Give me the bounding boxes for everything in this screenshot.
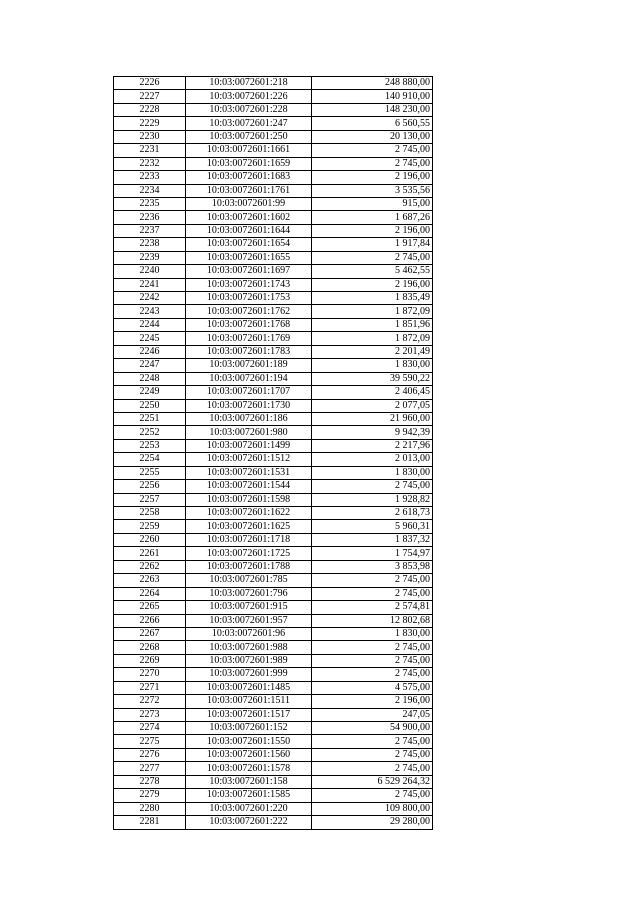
cadastral-number-cell: 10:03:0072601:1725 xyxy=(186,547,312,560)
row-number-cell: 2233 xyxy=(114,171,186,184)
amount-cell: 2 745,00 xyxy=(312,654,433,667)
cadastral-number-cell: 10:03:0072601:1697 xyxy=(186,265,312,278)
cadastral-number-cell: 10:03:0072601:1761 xyxy=(186,184,312,197)
cadastral-number-cell: 10:03:0072601:222 xyxy=(186,816,312,829)
amount-cell: 21 960,00 xyxy=(312,412,433,425)
amount-cell: 3 535,56 xyxy=(312,184,433,197)
table-row xyxy=(114,695,433,708)
amount-cell: 2 745,00 xyxy=(312,480,433,493)
row-number-cell: 2278 xyxy=(114,775,186,788)
cadastral-number-cell: 10:03:0072601:96 xyxy=(186,627,312,640)
row-number-cell: 2259 xyxy=(114,520,186,533)
cadastral-number-cell: 10:03:0072601:915 xyxy=(186,601,312,614)
amount-cell: 1 835,49 xyxy=(312,292,433,305)
row-number-cell: 2266 xyxy=(114,614,186,627)
amount-cell: 2 217,96 xyxy=(312,439,433,452)
amount-cell: 2 745,00 xyxy=(312,587,433,600)
cadastral-number-cell: 10:03:0072601:1718 xyxy=(186,533,312,546)
cadastral-number-cell: 10:03:0072601:785 xyxy=(186,574,312,587)
cadastral-number-cell: 10:03:0072601:226 xyxy=(186,90,312,103)
row-number-cell: 2269 xyxy=(114,654,186,667)
amount-cell: 109 800,00 xyxy=(312,802,433,815)
cadastral-number-cell: 10:03:0072601:152 xyxy=(186,722,312,735)
amount-cell: 2 201,49 xyxy=(312,345,433,358)
cadastral-number-cell: 10:03:0072601:1683 xyxy=(186,171,312,184)
amount-cell: 2 745,00 xyxy=(312,157,433,170)
amount-cell: 5 960,31 xyxy=(312,520,433,533)
amount-cell: 1 687,26 xyxy=(312,211,433,224)
amount-cell: 148 230,00 xyxy=(312,103,433,116)
row-number-cell: 2254 xyxy=(114,453,186,466)
table-row xyxy=(114,103,433,116)
amount-cell: 1 872,09 xyxy=(312,332,433,345)
cadastral-number-cell: 10:03:0072601:1743 xyxy=(186,278,312,291)
row-number-cell: 2251 xyxy=(114,412,186,425)
table-row xyxy=(114,359,433,372)
table-row xyxy=(114,722,433,735)
cadastral-number-cell: 10:03:0072601:1511 xyxy=(186,695,312,708)
table-row xyxy=(114,681,433,694)
table-row xyxy=(114,224,433,237)
cadastral-number-cell: 10:03:0072601:1707 xyxy=(186,386,312,399)
cadastral-number-cell: 10:03:0072601:228 xyxy=(186,103,312,116)
row-number-cell: 2246 xyxy=(114,345,186,358)
cadastral-number-cell: 10:03:0072601:158 xyxy=(186,775,312,788)
amount-cell: 2 745,00 xyxy=(312,735,433,748)
cadastral-number-cell: 10:03:0072601:1783 xyxy=(186,345,312,358)
table-row xyxy=(114,130,433,143)
row-number-cell: 2250 xyxy=(114,399,186,412)
table-row xyxy=(114,802,433,815)
table-row xyxy=(114,171,433,184)
table-row xyxy=(114,238,433,251)
amount-cell: 1 837,32 xyxy=(312,533,433,546)
table-row xyxy=(114,735,433,748)
table-row xyxy=(114,601,433,614)
cadastral-number-cell: 10:03:0072601:1788 xyxy=(186,560,312,573)
amount-cell: 2 745,00 xyxy=(312,641,433,654)
cadastral-number-cell: 10:03:0072601:1730 xyxy=(186,399,312,412)
cadastral-number-cell: 10:03:0072601:988 xyxy=(186,641,312,654)
cadastral-number-cell: 10:03:0072601:1762 xyxy=(186,305,312,318)
table-row xyxy=(114,265,433,278)
table-row xyxy=(114,90,433,103)
row-number-cell: 2247 xyxy=(114,359,186,372)
amount-cell: 54 900,00 xyxy=(312,722,433,735)
table-row xyxy=(114,251,433,264)
row-number-cell: 2231 xyxy=(114,144,186,157)
cadastral-number-cell: 10:03:0072601:99 xyxy=(186,197,312,210)
row-number-cell: 2263 xyxy=(114,574,186,587)
table-row xyxy=(114,708,433,721)
cadastral-number-cell: 10:03:0072601:1622 xyxy=(186,507,312,520)
table-row xyxy=(114,533,433,546)
cadastral-number-cell: 10:03:0072601:1517 xyxy=(186,708,312,721)
cadastral-number-cell: 10:03:0072601:1769 xyxy=(186,332,312,345)
table-row xyxy=(114,507,433,520)
amount-cell: 2 745,00 xyxy=(312,574,433,587)
table-row xyxy=(114,117,433,130)
amount-cell: 2 745,00 xyxy=(312,668,433,681)
row-number-cell: 2256 xyxy=(114,480,186,493)
row-number-cell: 2276 xyxy=(114,748,186,761)
cadastral-number-cell: 10:03:0072601:1499 xyxy=(186,439,312,452)
table-row xyxy=(114,345,433,358)
amount-cell: 1 928,82 xyxy=(312,493,433,506)
cadastral-number-cell: 10:03:0072601:247 xyxy=(186,117,312,130)
row-number-cell: 2280 xyxy=(114,802,186,815)
table-row xyxy=(114,184,433,197)
amount-cell: 39 590,22 xyxy=(312,372,433,385)
cadastral-number-cell: 10:03:0072601:999 xyxy=(186,668,312,681)
amount-cell: 2 745,00 xyxy=(312,762,433,775)
row-number-cell: 2232 xyxy=(114,157,186,170)
row-number-cell: 2262 xyxy=(114,560,186,573)
row-number-cell: 2234 xyxy=(114,184,186,197)
cadastral-number-cell: 10:03:0072601:1661 xyxy=(186,144,312,157)
row-number-cell: 2237 xyxy=(114,224,186,237)
amount-cell: 248 880,00 xyxy=(312,77,433,90)
row-number-cell: 2275 xyxy=(114,735,186,748)
cadastral-number-cell: 10:03:0072601:989 xyxy=(186,654,312,667)
row-number-cell: 2281 xyxy=(114,816,186,829)
cadastral-number-cell: 10:03:0072601:980 xyxy=(186,426,312,439)
amount-cell: 1 830,00 xyxy=(312,627,433,640)
cadastral-number-cell: 10:03:0072601:1654 xyxy=(186,238,312,251)
row-number-cell: 2265 xyxy=(114,601,186,614)
amount-cell: 4 575,00 xyxy=(312,681,433,694)
amount-cell: 2 013,00 xyxy=(312,453,433,466)
table-row xyxy=(114,480,433,493)
amount-cell: 3 853,98 xyxy=(312,560,433,573)
cadastral-number-cell: 10:03:0072601:1602 xyxy=(186,211,312,224)
row-number-cell: 2274 xyxy=(114,722,186,735)
row-number-cell: 2243 xyxy=(114,305,186,318)
cadastral-number-cell: 10:03:0072601:1578 xyxy=(186,762,312,775)
cadastral-number-cell: 10:03:0072601:1485 xyxy=(186,681,312,694)
row-number-cell: 2255 xyxy=(114,466,186,479)
row-number-cell: 2248 xyxy=(114,372,186,385)
row-number-cell: 2242 xyxy=(114,292,186,305)
row-number-cell: 2245 xyxy=(114,332,186,345)
amount-cell: 2 196,00 xyxy=(312,695,433,708)
amount-cell: 1 830,00 xyxy=(312,466,433,479)
table-row xyxy=(114,748,433,761)
cadastral-number-cell: 10:03:0072601:1625 xyxy=(186,520,312,533)
table-row xyxy=(114,520,433,533)
table-body xyxy=(114,77,433,830)
cadastral-number-cell: 10:03:0072601:796 xyxy=(186,587,312,600)
table-row xyxy=(114,305,433,318)
cadastral-number-cell: 10:03:0072601:1585 xyxy=(186,789,312,802)
cadastral-number-cell: 10:03:0072601:1753 xyxy=(186,292,312,305)
row-number-cell: 2236 xyxy=(114,211,186,224)
row-number-cell: 2244 xyxy=(114,318,186,331)
amount-cell: 12 802,68 xyxy=(312,614,433,627)
table-row xyxy=(114,399,433,412)
table-row xyxy=(114,627,433,640)
amount-cell: 2 618,73 xyxy=(312,507,433,520)
cadastral-number-cell: 10:03:0072601:1550 xyxy=(186,735,312,748)
amount-cell: 2 196,00 xyxy=(312,278,433,291)
table-row xyxy=(114,453,433,466)
table-row xyxy=(114,278,433,291)
amount-cell: 2 196,00 xyxy=(312,171,433,184)
cadastral-number-cell: 10:03:0072601:220 xyxy=(186,802,312,815)
table-row xyxy=(114,560,433,573)
table-row xyxy=(114,426,433,439)
row-number-cell: 2226 xyxy=(114,77,186,90)
table-row xyxy=(114,668,433,681)
amount-cell: 2 406,45 xyxy=(312,386,433,399)
row-number-cell: 2257 xyxy=(114,493,186,506)
row-number-cell: 2268 xyxy=(114,641,186,654)
amount-cell: 29 280,00 xyxy=(312,816,433,829)
row-number-cell: 2277 xyxy=(114,762,186,775)
row-number-cell: 2240 xyxy=(114,265,186,278)
table-row xyxy=(114,574,433,587)
amount-cell: 5 462,55 xyxy=(312,265,433,278)
cadastral-number-cell: 10:03:0072601:1659 xyxy=(186,157,312,170)
amount-cell: 6 560,55 xyxy=(312,117,433,130)
table-row xyxy=(114,493,433,506)
row-number-cell: 2258 xyxy=(114,507,186,520)
table-row xyxy=(114,762,433,775)
row-number-cell: 2261 xyxy=(114,547,186,560)
table-row xyxy=(114,466,433,479)
amount-cell: 2 745,00 xyxy=(312,789,433,802)
cadastral-number-cell: 10:03:0072601:1768 xyxy=(186,318,312,331)
table-row xyxy=(114,386,433,399)
amount-cell: 2 077,05 xyxy=(312,399,433,412)
table-row xyxy=(114,144,433,157)
amount-cell: 1 851,96 xyxy=(312,318,433,331)
amount-cell: 2 196,00 xyxy=(312,224,433,237)
amount-cell: 1 917,84 xyxy=(312,238,433,251)
cadastral-number-cell: 10:03:0072601:186 xyxy=(186,412,312,425)
table-row xyxy=(114,439,433,452)
cadastral-number-cell: 10:03:0072601:1598 xyxy=(186,493,312,506)
row-number-cell: 2228 xyxy=(114,103,186,116)
table-row xyxy=(114,547,433,560)
row-number-cell: 2260 xyxy=(114,533,186,546)
row-number-cell: 2241 xyxy=(114,278,186,291)
row-number-cell: 2249 xyxy=(114,386,186,399)
row-number-cell: 2235 xyxy=(114,197,186,210)
amount-cell: 247,05 xyxy=(312,708,433,721)
data-table xyxy=(113,76,433,830)
row-number-cell: 2270 xyxy=(114,668,186,681)
cadastral-number-cell: 10:03:0072601:957 xyxy=(186,614,312,627)
amount-cell: 2 574,81 xyxy=(312,601,433,614)
amount-cell: 915,00 xyxy=(312,197,433,210)
amount-cell: 1 872,09 xyxy=(312,305,433,318)
row-number-cell: 2230 xyxy=(114,130,186,143)
cadastral-number-cell: 10:03:0072601:1644 xyxy=(186,224,312,237)
row-number-cell: 2271 xyxy=(114,681,186,694)
cadastral-number-cell: 10:03:0072601:1560 xyxy=(186,748,312,761)
table-row xyxy=(114,197,433,210)
row-number-cell: 2229 xyxy=(114,117,186,130)
row-number-cell: 2239 xyxy=(114,251,186,264)
table-row xyxy=(114,614,433,627)
amount-cell: 2 745,00 xyxy=(312,748,433,761)
table-row xyxy=(114,816,433,829)
table-row xyxy=(114,775,433,788)
row-number-cell: 2253 xyxy=(114,439,186,452)
cadastral-number-cell: 10:03:0072601:1655 xyxy=(186,251,312,264)
table-row xyxy=(114,587,433,600)
amount-cell: 6 529 264,32 xyxy=(312,775,433,788)
table-row xyxy=(114,292,433,305)
table-row xyxy=(114,789,433,802)
amount-cell: 9 942,39 xyxy=(312,426,433,439)
table-row xyxy=(114,211,433,224)
row-number-cell: 2252 xyxy=(114,426,186,439)
row-number-cell: 2273 xyxy=(114,708,186,721)
cadastral-number-cell: 10:03:0072601:218 xyxy=(186,77,312,90)
amount-cell: 140 910,00 xyxy=(312,90,433,103)
table-row xyxy=(114,654,433,667)
row-number-cell: 2279 xyxy=(114,789,186,802)
table-row xyxy=(114,641,433,654)
amount-cell: 20 130,00 xyxy=(312,130,433,143)
cadastral-number-cell: 10:03:0072601:1544 xyxy=(186,480,312,493)
row-number-cell: 2272 xyxy=(114,695,186,708)
cadastral-number-cell: 10:03:0072601:194 xyxy=(186,372,312,385)
row-number-cell: 2227 xyxy=(114,90,186,103)
amount-cell: 2 745,00 xyxy=(312,144,433,157)
table-row xyxy=(114,372,433,385)
row-number-cell: 2267 xyxy=(114,627,186,640)
table-row xyxy=(114,157,433,170)
cadastral-number-cell: 10:03:0072601:250 xyxy=(186,130,312,143)
row-number-cell: 2238 xyxy=(114,238,186,251)
amount-cell: 1 754,97 xyxy=(312,547,433,560)
table-row xyxy=(114,412,433,425)
amount-cell: 1 830,00 xyxy=(312,359,433,372)
table-row xyxy=(114,77,433,90)
table-row xyxy=(114,332,433,345)
table-row xyxy=(114,318,433,331)
amount-cell: 2 745,00 xyxy=(312,251,433,264)
cadastral-number-cell: 10:03:0072601:189 xyxy=(186,359,312,372)
cadastral-number-cell: 10:03:0072601:1531 xyxy=(186,466,312,479)
cadastral-number-cell: 10:03:0072601:1512 xyxy=(186,453,312,466)
row-number-cell: 2264 xyxy=(114,587,186,600)
